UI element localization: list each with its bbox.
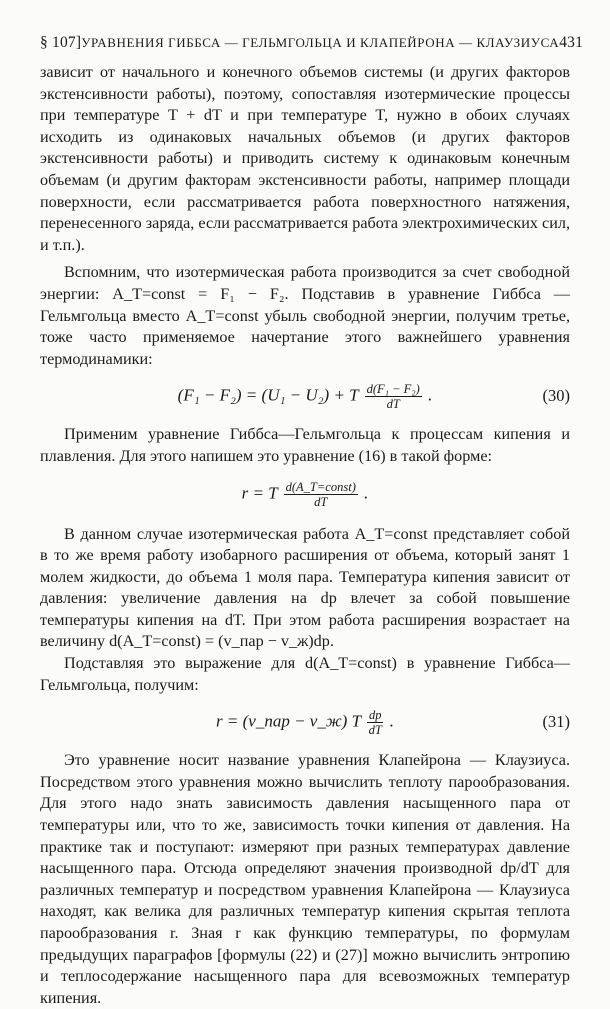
equation-number-31: (31) [542,712,570,732]
eqr-frac-denominator: dT [314,495,328,509]
equation-number-30: (30) [542,386,570,406]
eq31-lhs: r = (v_пар − v_ж) T [216,711,361,731]
paragraph-5: Подставляя это выражение для d(A_T=const) в уравнение Гиббса—Гельмгольца, получим: [40,654,570,694]
paragraph-6: Это уравнение носит название уравнения Клапейрона — Клаузиуса. Посредством этого уравнения можно вычислить теплоту парообразования. Для этого надо знать зависимость давления насыщенного пара от температуры или, что то же, зависимость точки кипения от давления. На практике так и поступают: измеряют при разных температурах давление насыщенного пара. Отсюда определяют значения производной dp/dT для различных температур и посредством уравнения Клапейрона — Клаузиуса находят, как велика для различных температур кипения скрытая теплота парообразования r. Зная r как функцию температуры, по формулам предыдущих параграфов [формулы (22) и (27)] можно вычислить энтропию и теплосодержание насыщенного пара для всевозможных температур кипения. [40,751,570,1007]
eqr-fraction [284,480,358,509]
eq30-tail: . [428,385,433,405]
equation-31 [40,700,570,744]
paragraph-3: Применим уравнение Гиббса—Гельмгольца к процессам кипения и плавления. Для этого напишем это уравнение (16) в такой форме: [40,425,570,465]
eqr-tail: . [364,483,369,503]
eq30-fraction [365,382,422,411]
equation-30 [40,374,570,418]
paragraph-4: В данном случае изотермическая работа A_T=const представляет собой в то же время работу изобарного расширения от объема, который занят 1 молем жидкости, до объема 1 моля пара. Температура кипения зависит от давления: увеличение давления на dp влечет за собой повышение температуры кипения на dT. При этом работа расширения возрастает на величину d(A_T=const) = (v_пар − v_ж)dp. [40,524,570,651]
paragraph-2: Вспомним, что изотермическая работа производится за счет свободной энергии: A_T=const = F₁ − F₂. Подставив в уравнение Гиббса — Гельмгольца вместо A_T=const убыль свободной энергии, получим третье, тоже часто применяемое начертание этого важнейшего уравнения термодинамики: [40,263,570,368]
page-number: 431 [559,34,584,51]
eq30-frac-numerator: d(F₁ − F₂) [366,381,420,396]
eq31-frac-denominator: dT [368,722,382,737]
eq31-tail: . [389,711,394,731]
eqr-frac-numerator: d(A_T=const) [285,480,356,494]
eq31-fraction [367,708,384,737]
document-page [40,34,584,1009]
eq30-frac-denominator: dT [386,396,400,411]
running-header [40,34,584,52]
paragraph-1: зависит от начального и конечного объемов системы (и других факторов экстенсивности работы), поэтому, сопоставляя изотермические процессы при температуре T + dT и при температуре T, нужно в обоих случаях исходить из одинаковых начальных объемов (и других факторов экстенсивности работы) и приводить систему к одинаковым конечным объемам (и другим факторам экстенсивности работы, например площади поверхности, если рассматривается работа поверхностного натяжения, перенесенного заряда, если рассматривается работа электрохимических сил, и т.п.). [40,63,570,254]
section-mark: § 107] [40,34,82,51]
eq30-lhs: (F₁ − F₂) = (U₁ − U₂) + T [177,385,359,405]
header-title: УРАВНЕНИЯ ГИББСА — ГЕЛЬМГОЛЬЦА И КЛАПЕЙРОНА — КЛАУЗИУСА [81,35,560,50]
eqr-lhs: r = T [241,483,278,503]
equation-r [40,472,570,518]
eq31-frac-numerator: dp [368,707,382,722]
